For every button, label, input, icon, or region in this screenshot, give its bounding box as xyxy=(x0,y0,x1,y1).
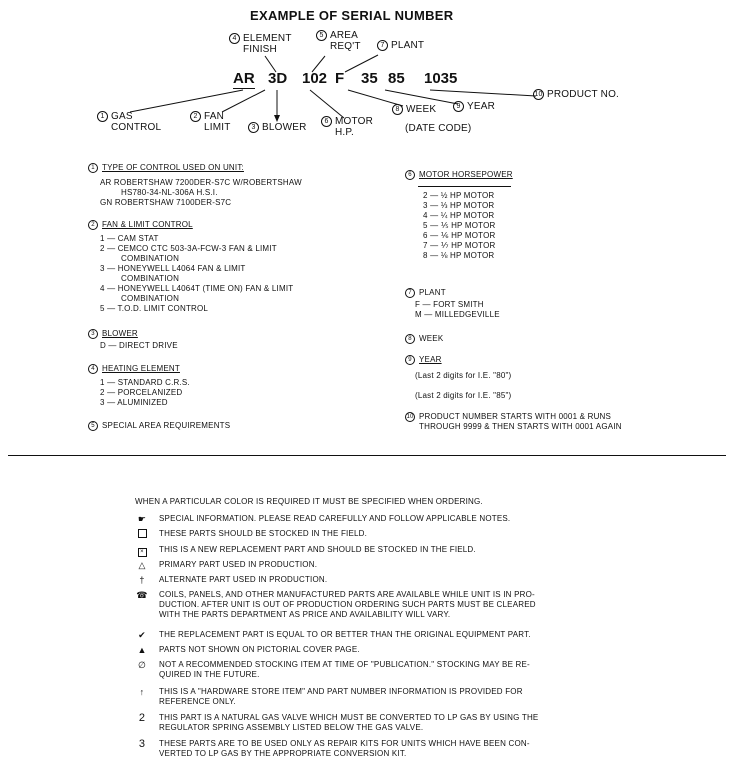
callout-product-no: 10 PRODUCT NO. xyxy=(534,89,620,100)
serial-1035: 1035 xyxy=(424,70,458,87)
section-special-area: 5 SPECIAL AREA REQUIREMENTS xyxy=(88,421,230,431)
legend-item-not-shown: ▲ PARTS NOT SHOWN ON PICTORIAL COVER PAGE. xyxy=(135,645,615,655)
section-divider xyxy=(8,455,726,456)
callout-number: 4 xyxy=(229,33,240,44)
serial-f: F xyxy=(335,70,345,87)
legend-item-stock-field: THESE PARTS SHOULD BE STOCKED IN THE FIELD. xyxy=(135,529,615,539)
section-motor-horsepower: 6 MOTOR HORSEPOWER 2 — ½ HP MOTOR 3 — ⅓ HP MOTOR 4 — ¼ HP MOTOR 5 — ⅕ HP MOTOR 6 — ⅙ HP MOTOR 7 — ⅐ HP MOTOR 8 — ⅛ HP MOTOR xyxy=(405,170,513,261)
number-2-icon: 2 xyxy=(138,712,146,724)
section-blower: 3 BLOWER D — DIRECT DRIVE xyxy=(88,329,178,351)
triangle-solid-icon: ▲ xyxy=(137,645,147,655)
page-title: EXAMPLE OF SERIAL NUMBER xyxy=(250,8,454,23)
serial-3d: 3D xyxy=(268,70,288,87)
section-type-of-control: 1 TYPE OF CONTROL USED ON UNIT: AR ROBERTSHAW 7200DER-S7C W/ROBERTSHAW HS780-34-NL-306A H.S.I. GN ROBERTSHAW 7100DER-S7C xyxy=(88,163,302,208)
section-fan-limit: 2 FAN & LIMIT CONTROL 1 — CAM STAT 2 — CEMCO CTC 503-3A-FCW-3 FAN & LIMIT COMBINATION 3 — HONEYWELL L4064 FAN & LIMIT COMBINATION 4 — HONEYWELL L4064T (TIME ON) FAN & LIMIT COMBINATION 5 — T.O.D. LIMIT CONTROL xyxy=(88,220,293,314)
legend-item-alternate-part: † ALTERNATE PART USED IN PRODUCTION. xyxy=(135,575,615,585)
pointing-hand-icon: ☛ xyxy=(137,514,147,524)
serial-85: 85 xyxy=(388,70,405,87)
serial-ar: AR xyxy=(233,70,255,87)
section-plant: 7 PLANT F — FORT SMITH M — MILLEDGEVILLE xyxy=(405,288,500,320)
section-product-number: 10 PRODUCT NUMBER STARTS WITH 0001 & RUNS THROUGH 9999 & THEN STARTS WITH 0001 AGAIN xyxy=(406,412,622,431)
date-code-label: (DATE CODE) xyxy=(405,123,472,134)
callout-area-reqt: 5 AREA REQ'T xyxy=(316,30,361,52)
motor-list: 2 — ½ HP MOTOR 3 — ⅓ HP MOTOR 4 — ¼ HP MOTOR 5 — ⅕ HP MOTOR 6 — ⅙ HP MOTOR 7 — ⅐ HP MOTOR 8 — ⅛ HP MOTOR xyxy=(423,191,496,260)
legend-item-special-info: ☛ SPECIAL INFORMATION. PLEASE READ CAREFULLY AND FOLLOW APPLICABLE NOTES. xyxy=(135,514,615,524)
dagger-icon: † xyxy=(139,575,145,585)
x-box-icon: × xyxy=(135,545,149,557)
legend-item-equal-or-better: ✔ THE REPLACEMENT PART IS EQUAL TO OR BETTER THAN THE ORIGINAL EQUIPMENT PART. xyxy=(135,630,615,640)
arrow-up-icon: ↑ xyxy=(139,687,145,697)
callout-year: 9 YEAR xyxy=(453,101,495,112)
serial-102: 102 xyxy=(302,70,328,87)
callout-fan-limit: 2 FAN LIMIT xyxy=(190,111,231,133)
callout-element-finish: 4 ELEMENT FINISH xyxy=(229,33,292,55)
number-3-icon: 3 xyxy=(138,738,146,750)
legend-item-hardware-store: ↑ THIS IS A "HARDWARE STORE ITEM" AND PART NUMBER INFORMATION IS PROVIDED FOR REFERENCE ONLY. xyxy=(135,687,615,707)
telephone-icon: ☎ xyxy=(136,590,148,600)
legend-intro: WHEN A PARTICULAR COLOR IS REQUIRED IT MUST BE SPECIFIED WHEN ORDERING. xyxy=(135,497,483,506)
legend-item-repair-kits: 3 THESE PARTS ARE TO BE USED ONLY AS REPAIR KITS FOR UNITS WHICH HAVE BEEN CON- VERTED TO LP GAS BY THE APPROPRIATE CONVERSION KIT. xyxy=(135,739,615,759)
section-year: 9 YEAR (Last 2 digits for I.E. "80") (Last 2 digits for I.E. "85") xyxy=(405,355,511,401)
check-icon: ✔ xyxy=(138,630,146,640)
legend-item-coils-panels: ☎ COILS, PANELS, AND OTHER MANUFACTURED PARTS ARE AVAILABLE WHILE UNIT IS IN PRO- DUCTION. AFTER UNIT IS OUT OF PRODUCTION ORDERING SUCH PARTS MUST BE CLEARED WITH THE PARTS DEPARTMENT AS PRICE AND AVAILABILITY WILL VARY. xyxy=(136,590,536,619)
section-heating-element: 4 HEATING ELEMENT 1 — STANDARD C.R.S. 2 — PORCELANIZED 3 — ALUMINIZED xyxy=(88,364,190,408)
serial-35: 35 xyxy=(361,70,378,87)
callout-gas-control: 1 GAS CONTROL xyxy=(97,111,161,133)
serial-ar-underline xyxy=(233,71,255,89)
legend-item-gas-valve: 2 THIS PART IS A NATURAL GAS VALVE WHICH MUST BE CONVERTED TO LP GAS BY USING THE REGULATOR SPRING ASSEMBLY LISTED BELOW THE GAS VALVE. xyxy=(135,713,615,733)
legend-item-not-recommended: ∅ NOT A RECOMMENDED STOCKING ITEM AT TIME OF "PUBLICATION." STOCKING MAY BE RE- QUIRED IN THE FUTURE. xyxy=(135,660,615,680)
callout-motor-hp: 6 MOTOR H.P. xyxy=(321,116,373,138)
empty-box-icon xyxy=(135,529,149,540)
section-week: 8 WEEK xyxy=(405,334,443,344)
callout-blower: 3 BLOWER xyxy=(248,122,307,133)
slashed-circle-icon: ∅ xyxy=(137,660,147,670)
legend-item-primary-part: △ PRIMARY PART USED IN PRODUCTION. xyxy=(135,560,615,570)
triangle-outline-icon: △ xyxy=(138,560,146,570)
section-heading: TYPE OF CONTROL USED ON UNIT: xyxy=(102,163,244,172)
divider xyxy=(418,186,511,187)
callout-plant: 7 PLANT xyxy=(377,40,424,51)
legend-item-new-part: × THIS IS A NEW REPLACEMENT PART AND SHOULD BE STOCKED IN THE FIELD. xyxy=(135,545,615,555)
callout-week: 8 WEEK xyxy=(392,104,436,115)
